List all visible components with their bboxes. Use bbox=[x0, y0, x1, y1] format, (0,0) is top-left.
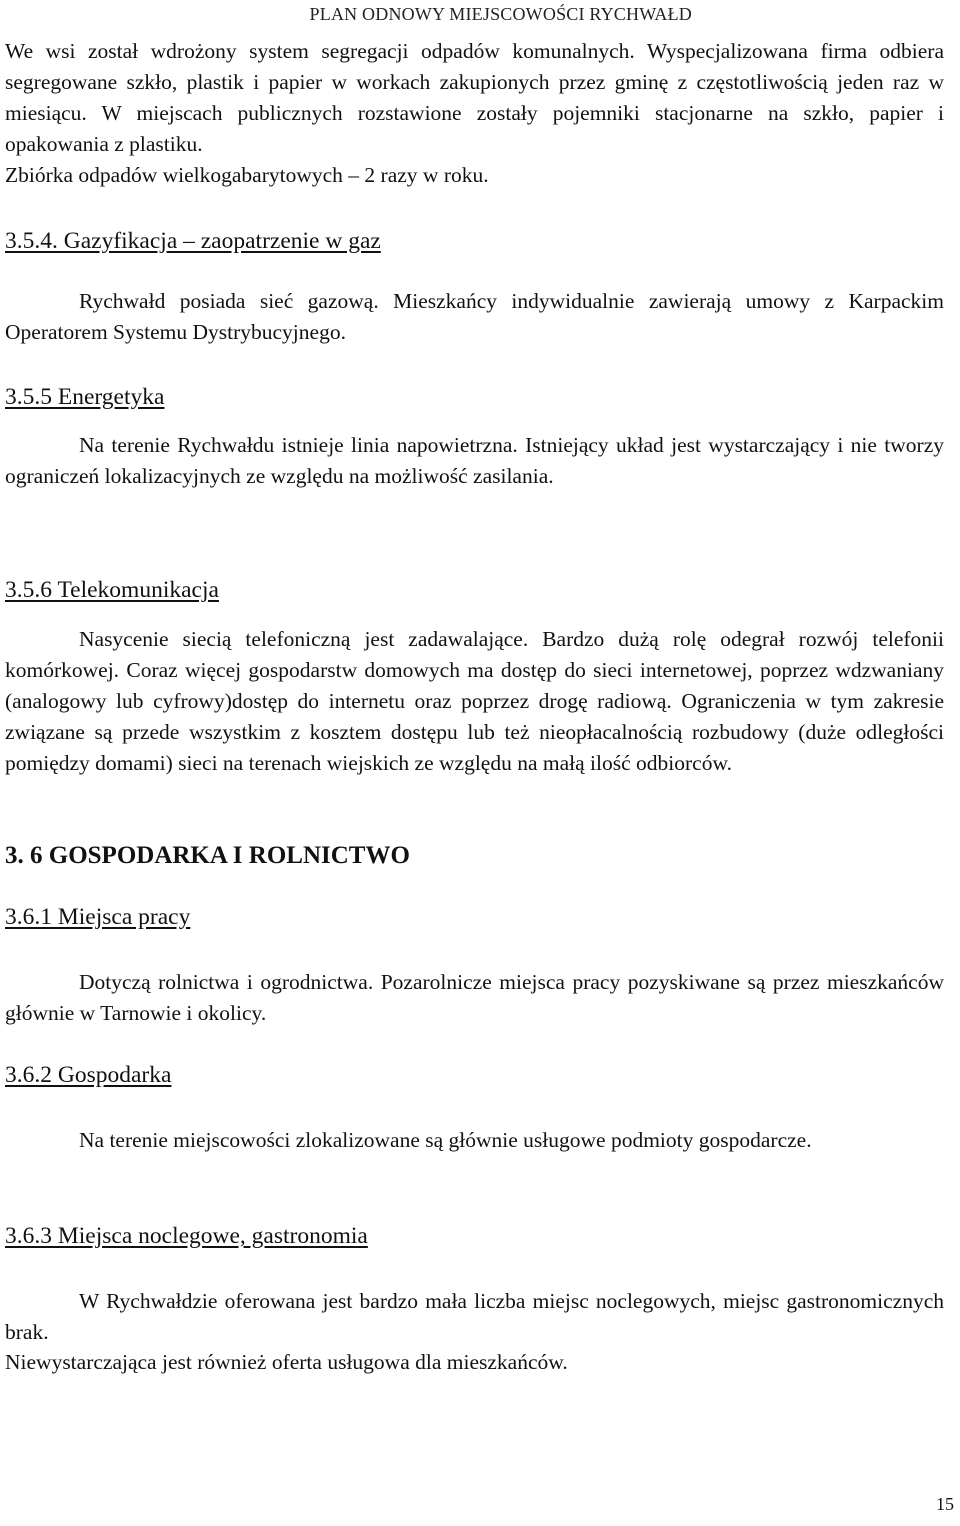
intro-line: Zbiórka odpadów wielkogabarytowych – 2 razy w roku. bbox=[5, 163, 489, 187]
heading-3-5-4: 3.5.4. Gazyfikacja – zaopatrzenie w gaz bbox=[5, 228, 381, 254]
page-number: 15 bbox=[936, 1494, 954, 1514]
paragraph-3-6-3: W Rychwałdzie oferowana jest bardzo mała liczba miejsc noclegowych, miejsc gastronomicznych brak. bbox=[5, 1289, 944, 1344]
paragraph-3-5-5: Na terenie Rychwałdu istnieje linia napowietrzna. Istniejący układ jest wystarczający i nie tworzy ograniczeń lokalizacyjnych ze względu na możliwość zasilania. bbox=[5, 433, 944, 488]
closing-line: Niewystarczająca jest również oferta usługowa dla mieszkańców. bbox=[5, 1350, 568, 1374]
heading-3-6: 3. 6 GOSPODARKA I ROLNICTWO bbox=[5, 842, 410, 869]
paragraph-3-6-1: Dotyczą rolnictwa i ogrodnictwa. Pozarolnicze miejsca pracy pozyskiwane są przez mieszkańców głównie w Tarnowie i okolicy. bbox=[5, 970, 944, 1025]
heading-3-5-5: 3.5.5 Energetyka bbox=[5, 384, 165, 410]
paragraph-3-5-4: Rychwałd posiada sieć gazową. Mieszkańcy indywidualnie zawierają umowy z Karpackim Operatorem Systemu Dystrybucyjnego. bbox=[5, 289, 944, 344]
intro-paragraph: We wsi został wdrożony system segregacji odpadów komunalnych. Wyspecjalizowana firma odbiera segregowane szkło, plastik i papier w workach zakupionych przez gminę z częstotliwością jeden raz w miesiącu. W miejscach publicznych rozstawione zostały pojemniki stacjonarne na szkło, papier i opakowania z plastiku. bbox=[5, 39, 944, 156]
paragraph-3-6-2: Na terenie miejscowości zlokalizowane są głównie usługowe podmioty gospodarcze. bbox=[79, 1128, 812, 1152]
heading-3-6-3: 3.6.3 Miejsca noclegowe, gastronomia bbox=[5, 1223, 368, 1249]
heading-3-6-1: 3.6.1 Miejsca pracy bbox=[5, 904, 191, 930]
heading-3-5-6: 3.5.6 Telekomunikacja bbox=[5, 577, 219, 603]
paragraph-3-5-6: Nasycenie siecią telefoniczną jest zadawalające. Bardzo dużą rolę odegrał rozwój telefonii komórkowej. Coraz więcej gospodarstw domowych ma dostęp do sieci internetowej, poprzez wdzwaniany (analogowy lub cyfrowy)dostęp do internetu oraz poprzez drogę radiową. Ograniczenia w tym zakresie związane są przede wszystkim z kosztem dostępu lub też nieopłacalnością rozbudowy (duże odległości pomiędzy domami) sieci na terenach wiejskich ze względu na małą ilość odbiorców. bbox=[5, 627, 944, 775]
heading-3-6-2: 3.6.2 Gospodarka bbox=[5, 1062, 172, 1088]
running-header: PLAN ODNOWY MIEJSCOWOŚCI RYCHWAŁD bbox=[309, 4, 692, 24]
